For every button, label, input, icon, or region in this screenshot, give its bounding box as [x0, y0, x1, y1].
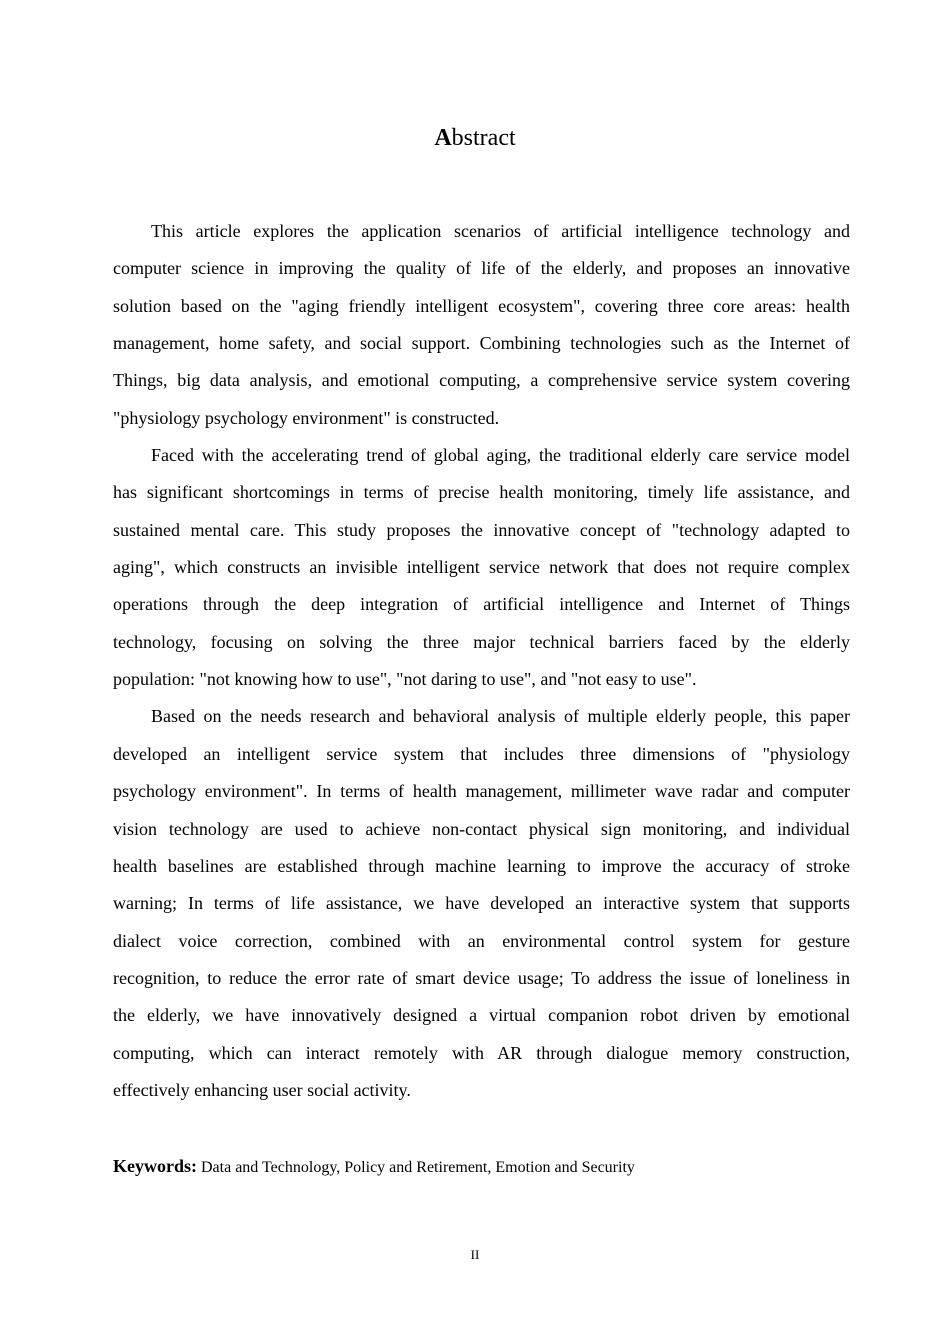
text-line: has significant shortcomings in terms of precise health monitoring, timely life assistance, and: [113, 482, 850, 503]
text-line: technology, focusing on solving the three major technical barriers faced by the elderly: [113, 631, 850, 652]
text-line: warning; In terms of life assistance, we have developed an interactive system that supports: [113, 893, 850, 914]
text-line: health baselines are established through machine learning to improve the accuracy of stroke: [113, 855, 850, 876]
text-line: Faced with the accelerating trend of global aging, the traditional elderly care service model: [151, 445, 850, 466]
text-line: the elderly, we have innovatively designed a virtual companion robot driven by emotional: [113, 1005, 850, 1026]
paragraph: [113, 213, 850, 437]
text-line: Things, big data analysis, and emotional computing, a comprehensive service system covering: [113, 370, 850, 391]
text-line: recognition, to reduce the error rate of smart device usage; To address the issue of loneliness in: [113, 967, 850, 988]
title-rest: bstract: [451, 125, 516, 151]
text-line: psychology environment". In terms of health management, millimeter wave radar and computer: [113, 781, 850, 802]
text-line: dialect voice correction, combined with an environmental control system for gesture: [113, 930, 850, 951]
text-line: aging", which constructs an invisible intelligent service network that does not require complex: [113, 557, 850, 578]
text-line: "physiology psychology environment" is constructed.: [113, 407, 500, 428]
abstract-body: [113, 213, 850, 1109]
text-line: sustained mental care. This study proposes the innovative concept of "technology adapted to: [113, 519, 850, 540]
keywords-label: Keywords:: [113, 1156, 197, 1176]
text-line: management, home safety, and social support. Combining technologies such as the Internet of: [113, 333, 850, 354]
title-initial: A: [434, 125, 452, 151]
text-line: computing, which can interact remotely with AR through dialogue memory construction,: [113, 1042, 850, 1063]
paragraph: [113, 698, 850, 1109]
keywords: [113, 1154, 635, 1180]
keywords-value: Data and Technology, Policy and Retirement, Emotion and Security: [201, 1159, 635, 1176]
text-line: effectively enhancing user social activity.: [113, 1079, 411, 1100]
paragraph: [113, 437, 850, 698]
text-line: computer science in improving the quality of life of the elderly, and proposes an innovative: [113, 258, 850, 279]
text-line: operations through the deep integration of artificial intelligence and Internet of Things: [113, 594, 850, 615]
text-line: developed an intelligent service system that includes three dimensions of "physiology: [113, 743, 850, 764]
page-title: [0, 122, 950, 154]
text-line: population: "not knowing how to use", "not daring to use", and "not easy to use".: [113, 669, 697, 690]
text-line: Based on the needs research and behavioral analysis of multiple elderly people, this paper: [151, 706, 850, 727]
page-number: II: [470, 1247, 480, 1262]
text-line: vision technology are used to achieve non-contact physical sign monitoring, and individual: [113, 818, 850, 839]
text-line: solution based on the "aging friendly intelligent ecosystem", covering three core areas: health: [113, 295, 850, 316]
text-line: This article explores the application scenarios of artificial intelligence technology and: [151, 221, 850, 241]
